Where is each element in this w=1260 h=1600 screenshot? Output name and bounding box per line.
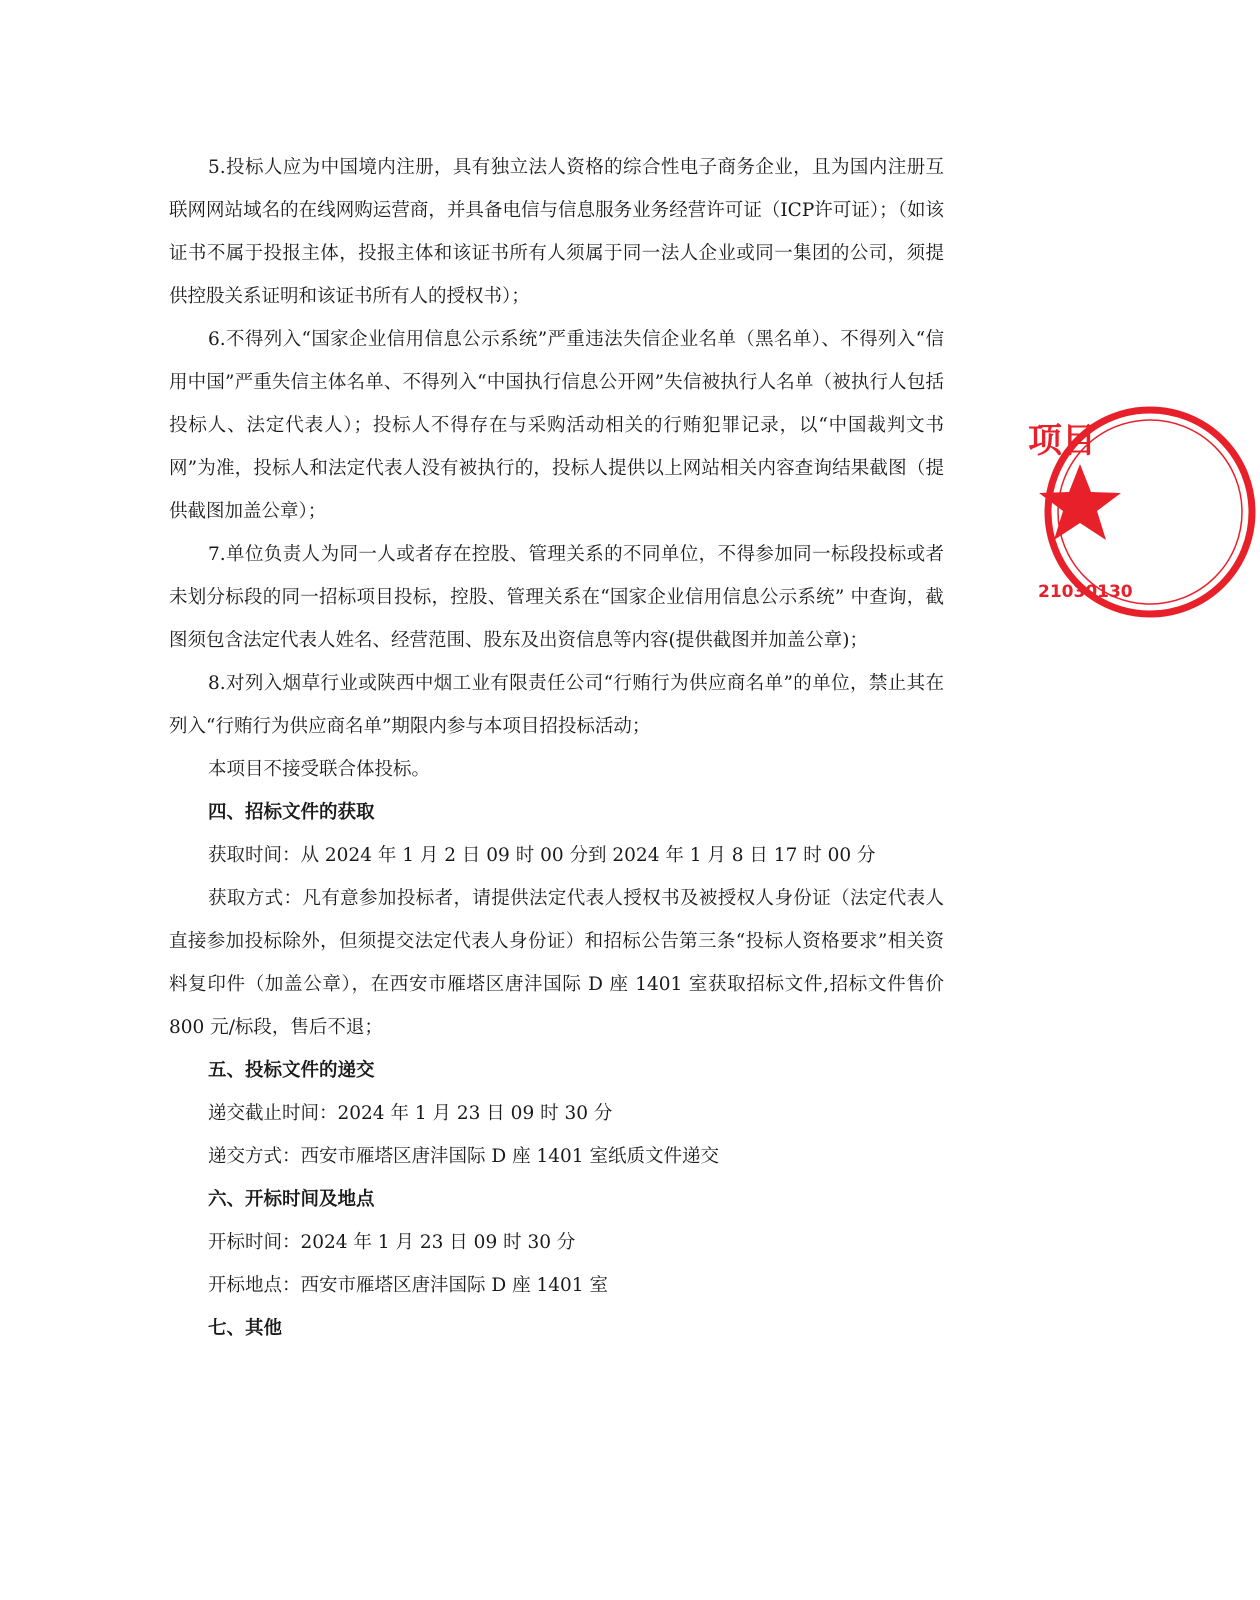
- obtain-method: 获取方式：凡有意参加投标者，请提供法定代表人授权书及被授权人身份证（法定代表人直接参加投标除外，但须提交法定代表人身份证）和招标公告第三条“投标人资格要求”相关资料复印件（加盖公章），在西安市雁塔区唐沣国际 D 座 1401 室获取招标文件,招标文件售价 800 元/标段，售后不退；: [169, 888, 944, 1038]
- opening-time: 开标时间：2024 年 1 月 23 日 09 时 30 分: [208, 1232, 576, 1253]
- section-heading-7: 七、其他: [208, 1318, 283, 1339]
- clause-8: 8.对列入烟草行业或陕西中烟工业有限责任公司“行贿行为供应商名单”的单位，禁止其在列入“行贿行为供应商名单”期限内参与本项目招投标活动；: [169, 673, 944, 737]
- company-seal-stamp: [1028, 402, 1260, 622]
- submission-method: 递交方式：西安市雁塔区唐沣国际 D 座 1401 室纸质文件递交: [208, 1146, 719, 1167]
- clause-7: 7.单位负责人为同一人或者存在控股、管理关系的不同单位，不得参加同一标段投标或者未划分标段的同一招标项目投标，控股、管理关系在“国家企业信用信息公示系统” 中查询，截图须包含法定代表人姓名、经营范围、股东及出资信息等内容(提供截图并加盖公章)；: [169, 544, 944, 651]
- seal-text-top: 项目: [1028, 421, 1096, 461]
- section-heading-5: 五、投标文件的递交: [208, 1060, 375, 1081]
- submission-deadline: 递交截止时间：2024 年 1 月 23 日 09 时 30 分: [208, 1103, 613, 1124]
- seal-text-bottom: 21030130: [1038, 582, 1133, 602]
- section-heading-4: 四、招标文件的获取: [208, 802, 375, 823]
- clause-6: 6.不得列入“国家企业信用信息公示系统”严重违法失信企业名单（黑名单）、不得列入“信用中国”严重失信主体名单、不得列入“中国执行信息公开网”失信被执行人名单（被执行人包括投标人、法定代表人）；投标人不得存在与采购活动相关的行贿犯罪记录，以“中国裁判文书网”为准，投标人和法定代表人没有被执行的，投标人提供以上网站相关内容查询结果截图（提供截图加盖公章）；: [169, 329, 944, 522]
- opening-location: 开标地点：西安市雁塔区唐沣国际 D 座 1401 室: [208, 1275, 608, 1296]
- section-heading-6: 六、开标时间及地点: [208, 1189, 375, 1210]
- document-body: [169, 146, 944, 1350]
- obtain-time: 获取时间：从 2024 年 1 月 2 日 09 时 00 分到 2024 年 1 月 8 日 17 时 00 分: [208, 845, 876, 866]
- clause-5: 5.投标人应为中国境内注册，具有独立法人资格的综合性电子商务企业，且为国内注册互联网网站域名的在线网购运营商，并具备电信与信息服务业务经营许可证（ICP许可证）；（如该证书不属于投报主体，投报主体和该证书所有人须属于同一法人企业或同一集团的公司，须提供控股关系证明和该证书所有人的授权书）；: [169, 157, 944, 307]
- no-consortium-note: 本项目不接受联合体投标。: [208, 759, 431, 780]
